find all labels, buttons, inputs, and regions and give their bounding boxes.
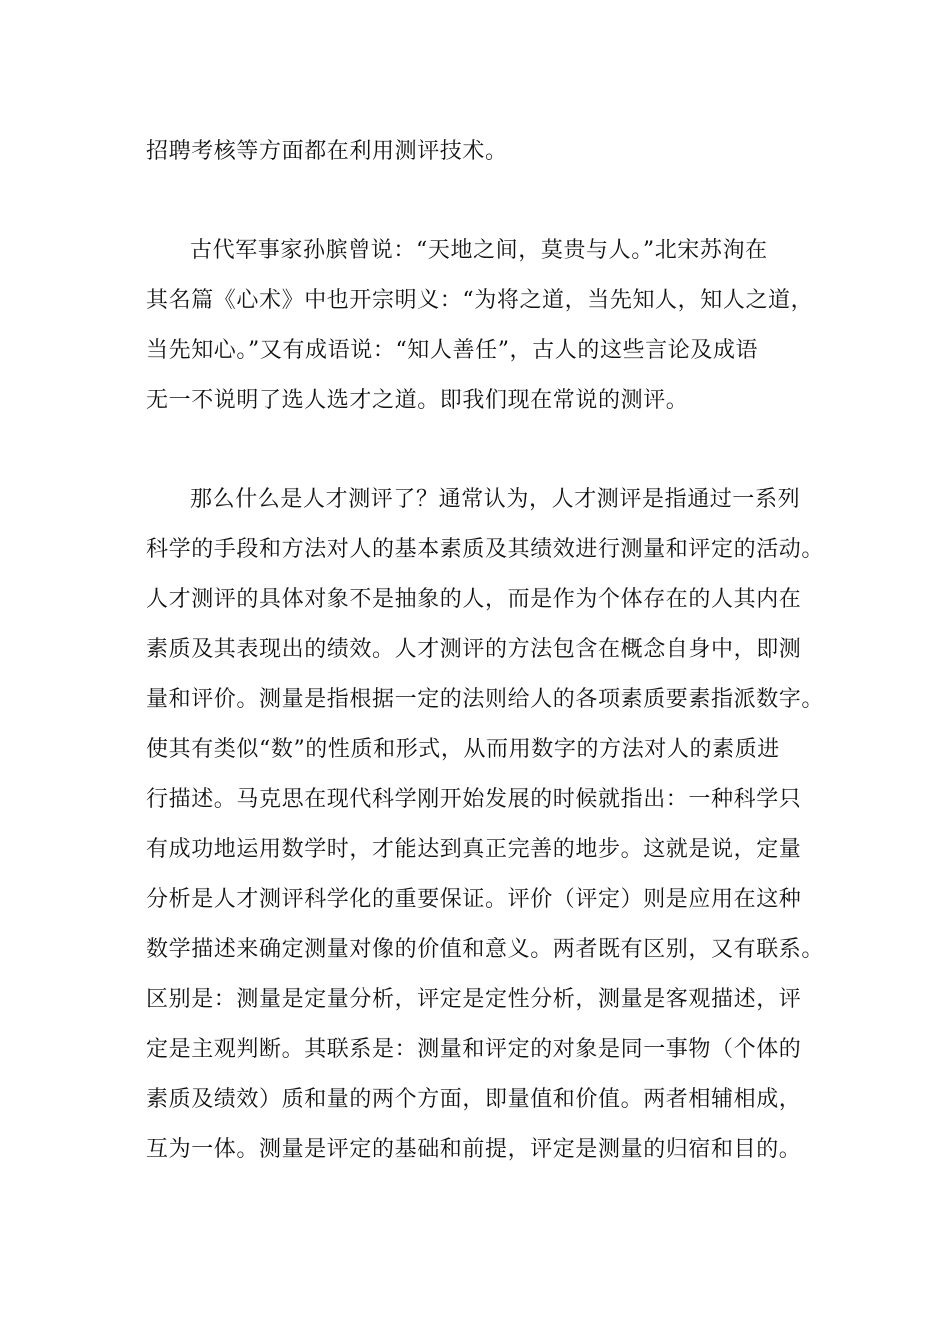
text-line: 区别是：测量是定量分析，评定是定性分析，测量是客观描述，评 <box>146 987 802 1012</box>
text-line: 招聘考核等方面都在利用测评技术。 <box>146 139 508 164</box>
text-line: 使其有类似“数”的性质和形式，从而用数字的方法对人的素质进 <box>146 737 780 762</box>
text-line: 当先知心。”又有成语说：“知人善任”，古人的这些言论及成语 <box>146 338 759 363</box>
text-line: 有成功地运用数学时，才能达到真正完善的地步。这就是说，定量 <box>146 837 802 862</box>
text-line: 分析是人才测评科学化的重要保证。评价（评定）则是应用在这种 <box>146 887 802 912</box>
text-line: 数学描述来确定测量对像的价值和意义。两者既有区别，又有联系。 <box>146 937 825 962</box>
text-line: 无一不说明了选人选才之道。即我们现在常说的测评。 <box>146 388 689 413</box>
text-line: 其名篇《心术》中也开宗明义：“为将之道，当先知人，知人之道， <box>146 288 814 313</box>
text-line: 那么什么是人才测评了？通常认为，人才测评是指通过一系列 <box>190 487 801 512</box>
text-line: 互为一体。测量是评定的基础和前提，评定是测量的归宿和目的。 <box>146 1137 802 1162</box>
text-line: 行描述。马克思在现代科学刚开始发展的时候就指出：一种科学只 <box>146 787 802 812</box>
text-line: 素质及绩效）质和量的两个方面，即量值和价值。两者相辅相成， <box>146 1087 802 1112</box>
text-line: 科学的手段和方法对人的基本素质及其绩效进行测量和评定的活动。 <box>146 537 825 562</box>
text-line: 量和评价。测量是指根据一定的法则给人的各项素质要素指派数字。 <box>146 687 825 712</box>
text-line: 人才测评的具体对象不是抽象的人，而是作为个体存在的人其内在 <box>146 587 802 612</box>
text-line: 素质及其表现出的绩效。人才测评的方法包含在概念自身中，即测 <box>146 637 802 662</box>
text-line: 古代军事家孙膑曾说：“天地之间，莫贵与人。”北宋苏洵在 <box>190 238 768 263</box>
text-line: 定是主观判断。其联系是：测量和评定的对象是同一事物（个体的 <box>146 1037 802 1062</box>
